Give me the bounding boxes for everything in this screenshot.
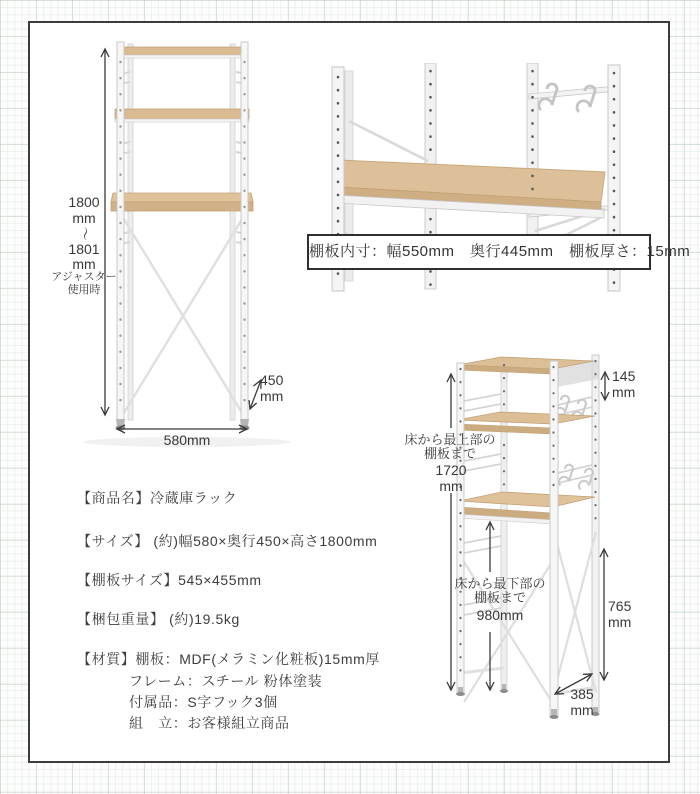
spec-line-assembly: 組 立：お客様組立商品 [129, 715, 290, 731]
back-posts [128, 44, 235, 420]
shelf-spec-caption: 棚板内寸：幅550mm 奥行445mm 棚板厚さ：15mm [307, 234, 651, 270]
floor-to-top-shelf-value: 1720 mm [435, 462, 467, 494]
spec-line-accessories: 付属品：S字フック3個 [129, 694, 278, 710]
top-gap-label: 145 mm [612, 368, 636, 400]
height-bottom-value: 1801 [68, 240, 100, 257]
base-width-label: 385 mm [570, 686, 594, 718]
height-top-unit: mm [72, 209, 96, 226]
range-tilde: 〜 [76, 226, 93, 241]
wood-shelf [335, 160, 605, 218]
floor-to-top-shelf-note: 床から最上部の 棚板まで [404, 432, 496, 461]
width-label: 580mm [163, 432, 211, 448]
height-top-value: 1800 [68, 194, 100, 210]
floor-to-top-shelf-arrow [447, 374, 455, 690]
spec-line-shelf-size: 【棚板サイズ】545×455mm [77, 572, 262, 588]
spec-line-material: 【材質】棚板：MDF(メラミン化粧板)15mm厚 [77, 651, 380, 667]
floor-to-bottom-shelf-value: 980mm [476, 607, 524, 623]
frame-height-label: 765 mm [608, 598, 632, 630]
side-rungs [120, 72, 246, 244]
spec-line-package-weight: 【梱包重量】 (約)19.5kg [77, 611, 240, 627]
content-frame [28, 21, 691, 763]
front-posts [117, 42, 248, 422]
floor-to-bottom-shelf-note: 床から最下部の 棚板まで 980mm [450, 577, 550, 624]
spec-line-product-name: 【商品名】冷蔵庫ラック [77, 490, 238, 506]
depth-label: 450 mm [260, 372, 284, 404]
spec-line-size: 【サイズ】 (約)幅580×奥行450×高さ1800mm [77, 533, 378, 549]
s-hook-icons [539, 84, 595, 112]
frame-height-arrow [600, 549, 608, 680]
height-range-label [50, 195, 118, 273]
height-bottom-unit: mm [72, 256, 96, 272]
spec-line-frame: フレーム：スチール 粉体塗装 [129, 673, 323, 689]
adjuster-note: アジャスター 使用時 [51, 271, 117, 296]
perspective-diagram [420, 353, 650, 753]
top-gap-arrow [601, 372, 609, 400]
cross-brace [122, 216, 244, 416]
